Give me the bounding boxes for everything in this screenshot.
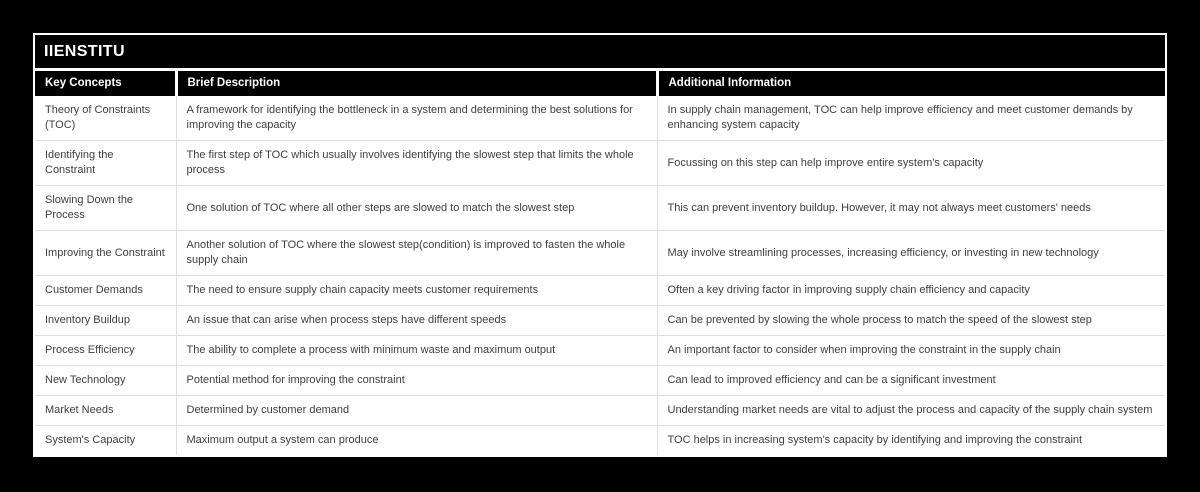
cell-key-concept: Customer Demands [35, 276, 176, 306]
cell-additional-information: In supply chain management, TOC can help improve efficiency and meet customer demands by enhancing system capacity [657, 96, 1165, 141]
table-row [35, 141, 1165, 186]
cell-brief-description: The first step of TOC which usually involves identifying the slowest step that limits the whole process [176, 141, 657, 186]
cell-key-concept: Market Needs [35, 396, 176, 426]
table-row [35, 186, 1165, 231]
brand-title: IIENSTITU [44, 43, 125, 60]
column-header-additional-information: Additional Information [657, 71, 1165, 96]
cell-brief-description: Maximum output a system can produce [176, 426, 657, 456]
cell-brief-description: The ability to complete a process with minimum waste and maximum output [176, 336, 657, 366]
cell-additional-information: Can be prevented by slowing the whole process to match the speed of the slowest step [657, 306, 1165, 336]
concepts-table [35, 71, 1165, 455]
table-row [35, 336, 1165, 366]
cell-key-concept: Inventory Buildup [35, 306, 176, 336]
table-card [33, 33, 1167, 457]
table-row [35, 306, 1165, 336]
cell-additional-information: Understanding market needs are vital to adjust the process and capacity of the supply chain system [657, 396, 1165, 426]
cell-additional-information: TOC helps in increasing system's capacity by identifying and improving the constraint [657, 426, 1165, 456]
cell-additional-information: An important factor to consider when improving the constraint in the supply chain [657, 336, 1165, 366]
table-row [35, 366, 1165, 396]
cell-key-concept: Identifying the Constraint [35, 141, 176, 186]
cell-additional-information: Often a key driving factor in improving supply chain efficiency and capacity [657, 276, 1165, 306]
cell-key-concept: Improving the Constraint [35, 231, 176, 276]
cell-key-concept: Process Efficiency [35, 336, 176, 366]
cell-brief-description: The need to ensure supply chain capacity meets customer requirements [176, 276, 657, 306]
cell-brief-description: One solution of TOC where all other steps are slowed to match the slowest step [176, 186, 657, 231]
cell-key-concept: New Technology [35, 366, 176, 396]
cell-brief-description: An issue that can arise when process steps have different speeds [176, 306, 657, 336]
cell-additional-information: Focussing on this step can help improve entire system's capacity [657, 141, 1165, 186]
table-row [35, 231, 1165, 276]
table-row [35, 426, 1165, 456]
cell-key-concept: Slowing Down the Process [35, 186, 176, 231]
cell-additional-information: This can prevent inventory buildup. However, it may not always meet customers' needs [657, 186, 1165, 231]
cell-additional-information: Can lead to improved efficiency and can be a significant investment [657, 366, 1165, 396]
table-row [35, 276, 1165, 306]
cell-brief-description: Another solution of TOC where the slowest step(condition) is improved to fasten the whole supply chain [176, 231, 657, 276]
cell-key-concept: Theory of Constraints (TOC) [35, 96, 176, 141]
cell-key-concept: System's Capacity [35, 426, 176, 456]
column-header-brief-description: Brief Description [176, 71, 657, 96]
table-row [35, 396, 1165, 426]
cell-brief-description: A framework for identifying the bottleneck in a system and determining the best solutions for improving the capacity [176, 96, 657, 141]
header-row [35, 71, 1165, 96]
table-row [35, 96, 1165, 141]
column-header-key-concepts: Key Concepts [35, 71, 176, 96]
cell-additional-information: May involve streamlining processes, increasing efficiency, or investing in new technology [657, 231, 1165, 276]
brand-title-bar [35, 35, 1165, 68]
cell-brief-description: Potential method for improving the constraint [176, 366, 657, 396]
cell-brief-description: Determined by customer demand [176, 396, 657, 426]
